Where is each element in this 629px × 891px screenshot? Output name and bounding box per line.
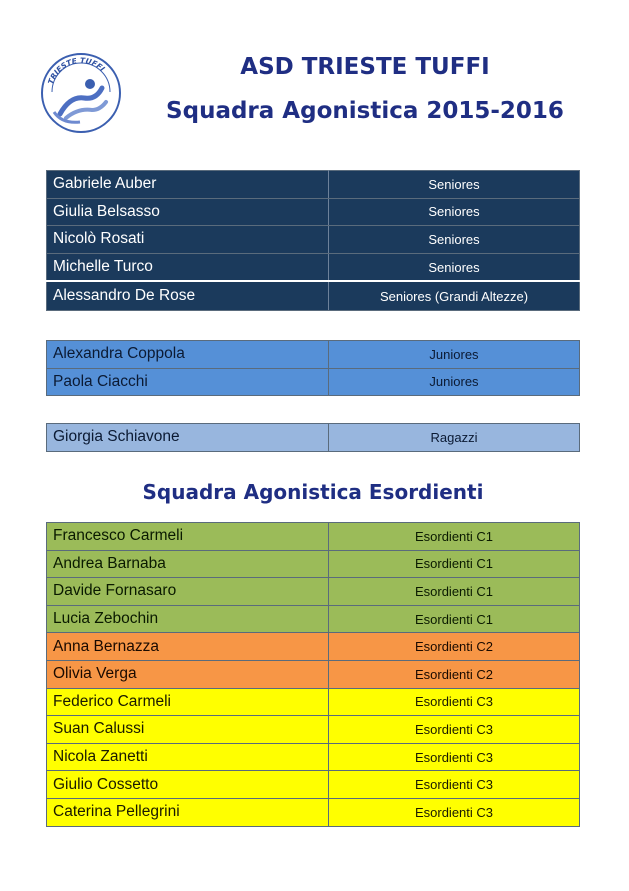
table-row: [47, 633, 580, 661]
table-row: [47, 660, 580, 688]
athlete-category: Seniores: [329, 171, 580, 199]
athlete-category: Esordienti C3: [329, 688, 580, 716]
athlete-category: Juniores: [329, 368, 580, 396]
athlete-category: Esordienti C1: [329, 578, 580, 606]
athlete-category: Esordienti C3: [329, 743, 580, 771]
athlete-category: Esordienti C3: [329, 798, 580, 826]
esordienti-title: Squadra Agonistica Esordienti: [142, 480, 484, 504]
athlete-name: Francesco Carmeli: [47, 523, 329, 551]
athlete-name: Paola Ciacchi: [47, 368, 329, 396]
athlete-name: Anna Bernazza: [47, 633, 329, 661]
table-row: [47, 688, 580, 716]
table-row: [47, 550, 580, 578]
juniores-table: [46, 340, 580, 396]
athlete-category: Esordienti C3: [329, 716, 580, 744]
table-row: [47, 798, 580, 826]
athlete-name: Giulia Belsasso: [47, 198, 329, 226]
athlete-name: Suan Calussi: [47, 716, 329, 744]
table-row: [47, 424, 580, 452]
athlete-name: Davide Fornasaro: [47, 578, 329, 606]
athlete-category: Esordienti C2: [329, 633, 580, 661]
athlete-category: Seniores: [329, 253, 580, 281]
seniores-table: [46, 170, 580, 311]
athlete-name: Alexandra Coppola: [47, 341, 329, 369]
athlete-category: Seniores (Grandi Altezze): [329, 281, 580, 311]
athlete-name: Gabriele Auber: [47, 171, 329, 199]
club-logo: [40, 52, 122, 134]
athlete-category: Esordienti C1: [329, 550, 580, 578]
table-row: [47, 716, 580, 744]
athlete-category: Esordienti C3: [329, 771, 580, 799]
athlete-name: Lucia Zebochin: [47, 605, 329, 633]
athlete-name: Federico Carmeli: [47, 688, 329, 716]
athlete-name: Nicolò Rosati: [47, 226, 329, 254]
table-row: [47, 281, 580, 311]
athlete-category: Esordienti C1: [329, 523, 580, 551]
athlete-name: Alessandro De Rose: [47, 281, 329, 311]
page-subtitle: Squadra Agonistica 2015-2016: [166, 98, 564, 124]
athlete-name: Olivia Verga: [47, 660, 329, 688]
athlete-category: Seniores: [329, 198, 580, 226]
table-row: [47, 341, 580, 369]
athlete-name: Nicola Zanetti: [47, 743, 329, 771]
athlete-name: Andrea Barnaba: [47, 550, 329, 578]
table-row: [47, 171, 580, 199]
table-row: [47, 523, 580, 551]
athlete-name: Giulio Cossetto: [47, 771, 329, 799]
athlete-category: Ragazzi: [329, 424, 580, 452]
page-title: ASD TRIESTE TUFFI: [240, 54, 490, 80]
athlete-name: Michelle Turco: [47, 253, 329, 281]
athlete-name: Caterina Pellegrini: [47, 798, 329, 826]
athlete-category: Juniores: [329, 341, 580, 369]
athlete-name: Giorgia Schiavone: [47, 424, 329, 452]
athlete-category: Seniores: [329, 226, 580, 254]
athlete-category: Esordienti C2: [329, 660, 580, 688]
table-row: [47, 743, 580, 771]
table-row: [47, 253, 580, 281]
table-row: [47, 578, 580, 606]
table-row: [47, 198, 580, 226]
athlete-category: Esordienti C1: [329, 605, 580, 633]
logo-text: TRIESTE TUFFI: [46, 55, 107, 86]
table-row: [47, 226, 580, 254]
table-row: [47, 605, 580, 633]
table-row: [47, 771, 580, 799]
esordienti-table: [46, 522, 580, 827]
ragazzi-table: [46, 423, 580, 452]
table-row: [47, 368, 580, 396]
